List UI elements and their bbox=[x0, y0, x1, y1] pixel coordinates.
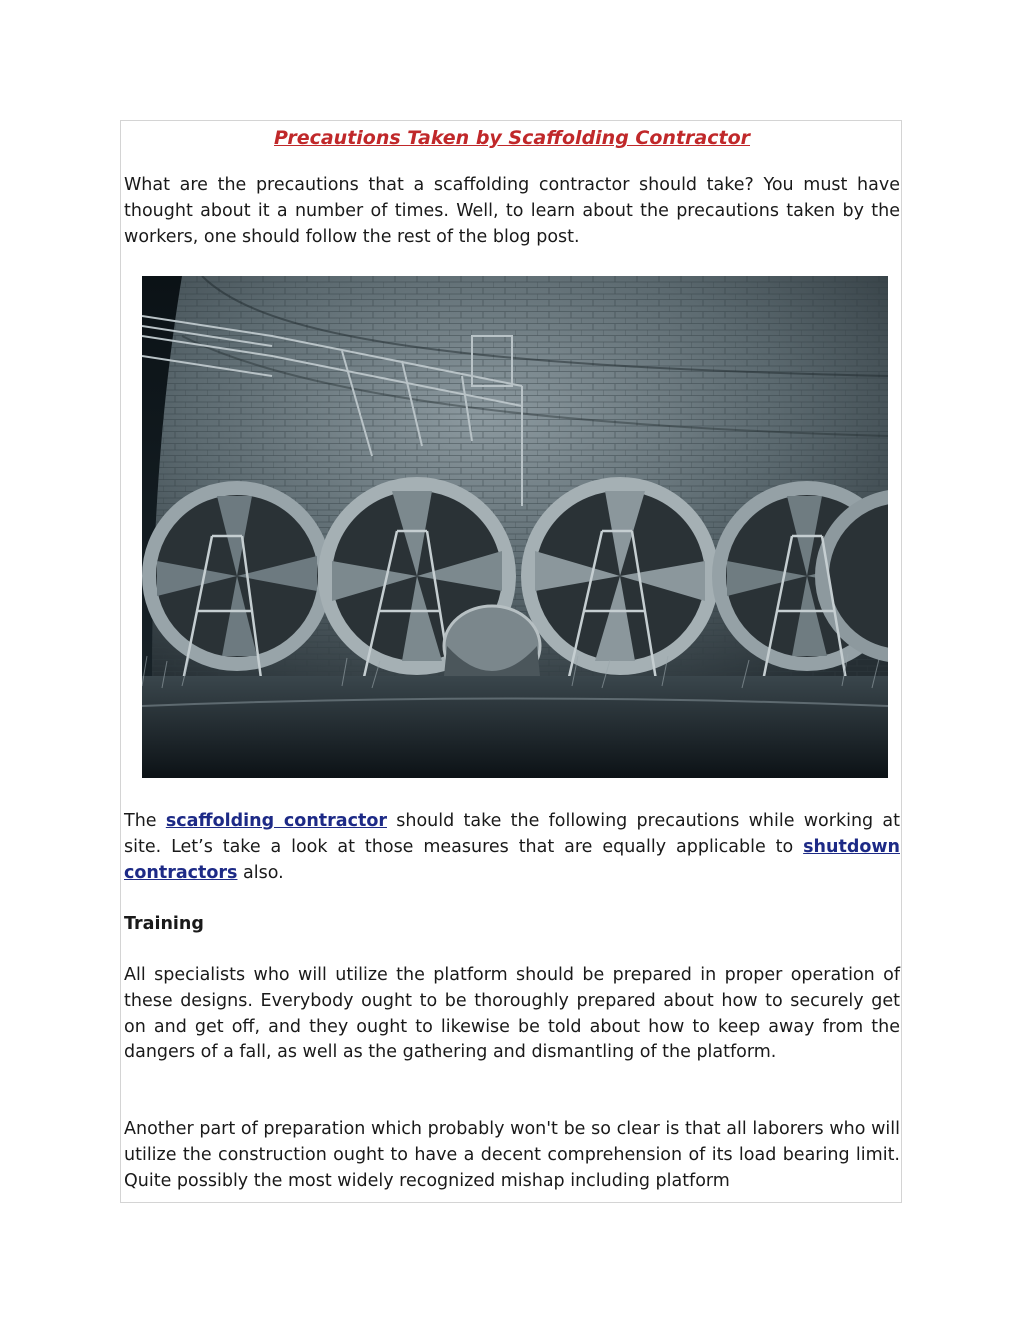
intro-paragraph: What are the precautions that a scaffolding contractor should take? You must have thought about it a number of times. Well, to learn about the precautions taken by the workers, one should follow the rest of the blog post. bbox=[124, 175, 900, 247]
page-title: Precautions Taken by Scaffolding Contractor bbox=[274, 127, 750, 149]
contractor-precautions-paragraph bbox=[124, 809, 900, 886]
training-paragraph: All specialists who will utilize the platform should be prepared in proper operation of these designs. Everybody ought to be thoroughly prepared about how to securely get on and get off, and they ought to likewise be told about how to keep away from the dangers of a fall, as well as the gathering and dismantling of the platform. bbox=[124, 965, 900, 1063]
document-page bbox=[120, 120, 902, 1203]
para2-middle: should take the following precautions while working at site. Let’s take a look at those measures that are equally applicable to bbox=[124, 811, 900, 857]
para2-prefix: The bbox=[124, 811, 166, 831]
training-heading: Training bbox=[124, 914, 204, 934]
scaffolding-contractor-link[interactable]: scaffolding contractor bbox=[165, 811, 387, 831]
shutdown-contractors-link[interactable]: shutdown contractors bbox=[124, 836, 900, 883]
para2-suffix: also. bbox=[237, 862, 284, 883]
load-limit-paragraph: Another part of preparation which probably won't be so clear is that all laborers who will utilize the construction ought to have a decent comprehension of its load bearing limit. Quite possibly the most widely recognized mishap including platform bbox=[124, 1119, 900, 1191]
cooling-tower-fans-image bbox=[142, 276, 888, 778]
hero-image bbox=[142, 276, 888, 778]
